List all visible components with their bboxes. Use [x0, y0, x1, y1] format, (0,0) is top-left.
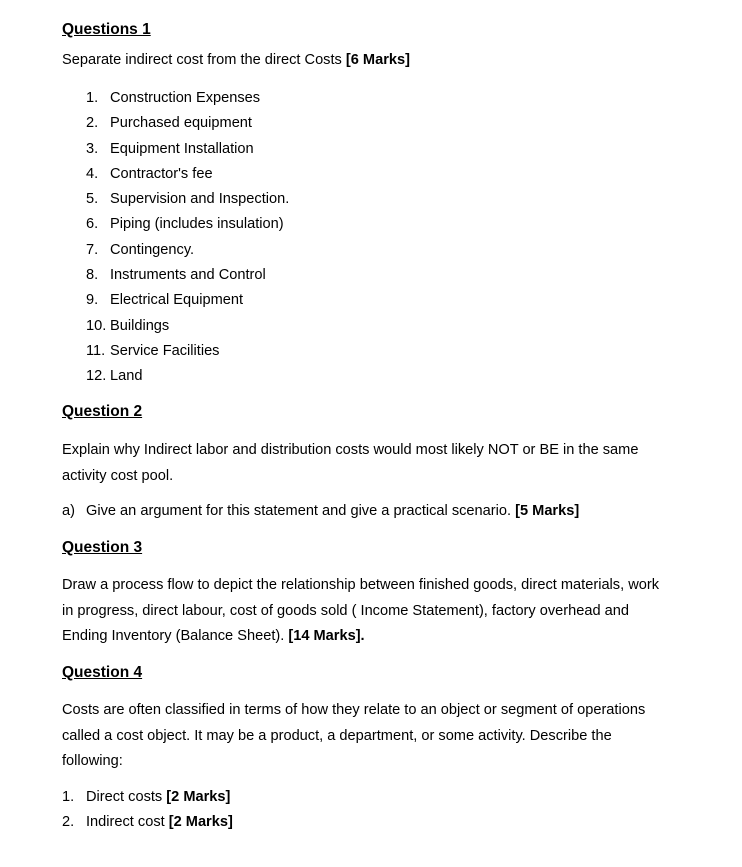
q2-body: Explain why Indirect labor and distribution costs would most likely NOT or BE in the same activity cost pool. [62, 442, 639, 484]
list-number: 1. [62, 789, 75, 805]
list-item [62, 789, 233, 814]
q3-body-text: Draw a process flow to depict the relationship between finished goods, direct materials, work in progress, direct labour, cost of goods sold ( Income Statement), factory overhead and Ending Inventory (Balance Sheet). [62, 577, 660, 644]
list-item [86, 90, 289, 115]
list-number: 5. [86, 191, 99, 208]
q4-list [62, 789, 233, 840]
list-item [86, 216, 289, 241]
q1-prompt [62, 52, 410, 68]
list-text: Contingency. [110, 241, 195, 258]
q3-marks: [14 Marks]. [288, 628, 365, 644]
list-item [86, 318, 289, 343]
list-number: 2. [62, 814, 75, 831]
list-text: Indirect cost [86, 814, 165, 831]
list-text: Instruments and Control [110, 267, 266, 284]
list-text: Construction Expenses [110, 90, 261, 106]
list-item [86, 141, 289, 166]
list-number: 10. [86, 317, 107, 334]
list-number: 2. [86, 115, 99, 132]
list-number: 7. [86, 241, 99, 258]
list-number: 1. [86, 90, 99, 106]
list-number: 12. [86, 368, 107, 385]
list-item [86, 242, 289, 267]
q3-heading: Question 3 [62, 539, 143, 556]
list-item [86, 191, 289, 216]
list-item [86, 267, 289, 292]
list-text: Contractor's fee [110, 165, 213, 182]
q1-marks: [6 Marks] [345, 52, 410, 68]
q2-subquestion [62, 503, 579, 519]
list-number: 3. [86, 140, 99, 157]
list-text: Purchased equipment [110, 115, 252, 132]
list-marks: [2 Marks] [166, 789, 231, 805]
list-item [62, 814, 233, 839]
list-item [86, 343, 289, 368]
list-text: Electrical Equipment [110, 292, 244, 309]
q3-body [62, 573, 674, 650]
list-number: 4. [86, 165, 99, 182]
q1-list [86, 90, 289, 394]
list-item [86, 115, 289, 140]
q2-sub-text: Give an argument for this statement and give a practical scenario. [86, 503, 512, 519]
list-text: Supervision and Inspection. [110, 191, 290, 208]
q2-sub-label: a) [62, 503, 75, 519]
list-item [86, 368, 289, 393]
list-text: Buildings [110, 317, 170, 334]
list-number: 11. [86, 342, 106, 359]
q4-heading: Question 4 [62, 664, 143, 681]
q4-body: Costs are often classified in terms of how they relate to an object or segment of operations called a cost object. It may be a product, a department, or some activity. Describe the following: [62, 702, 646, 769]
list-item [86, 166, 289, 191]
list-text: Direct costs [86, 789, 163, 805]
q2-sub-marks: [5 Marks] [515, 503, 580, 519]
q2-heading: Question 2 [62, 403, 143, 420]
list-text: Land [110, 368, 143, 385]
list-number: 8. [86, 267, 99, 284]
q1-prompt-text: Separate indirect cost from the direct Costs [62, 52, 342, 68]
list-number: 6. [86, 216, 99, 233]
q1-heading: Questions 1 [62, 21, 151, 38]
list-text: Piping (includes insulation) [110, 216, 284, 233]
list-item [86, 292, 289, 317]
list-marks: [2 Marks] [168, 814, 233, 831]
list-text: Service Facilities [110, 342, 220, 359]
list-number: 9. [86, 292, 99, 309]
list-text: Equipment Installation [110, 140, 254, 157]
